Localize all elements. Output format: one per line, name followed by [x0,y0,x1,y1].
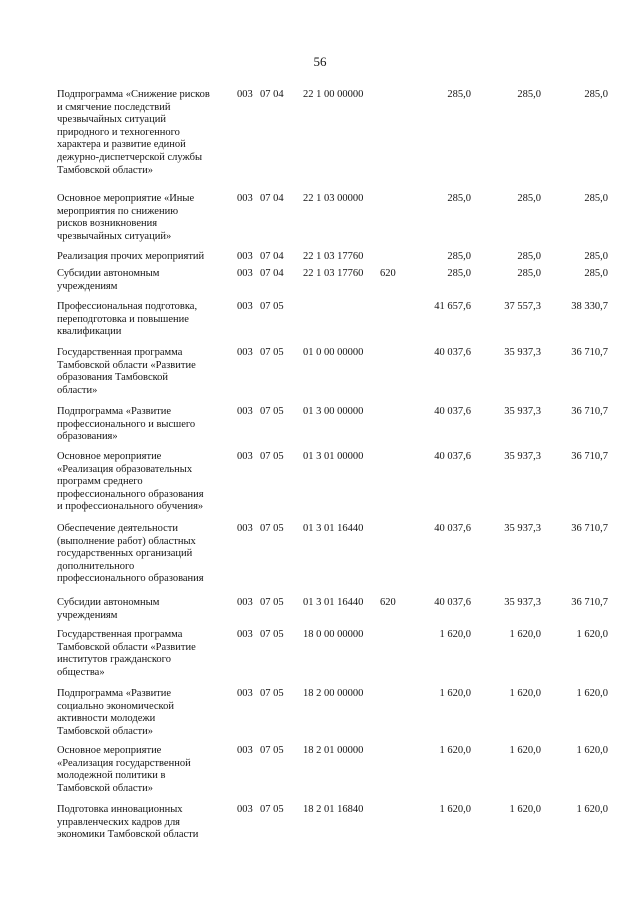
row-amount-year1: 285,0 [447,89,471,100]
row-amount-year3: 1 620,0 [576,629,608,640]
row-admin-code: 003 [237,193,253,204]
row-section-code: 07 05 [260,406,284,417]
row-amount-year2: 285,0 [517,268,541,279]
row-section-code: 07 04 [260,89,284,100]
row-article-code: 18 0 00 00000 [303,629,364,640]
row-amount-year3: 285,0 [584,193,608,204]
row-section-code: 07 05 [260,597,284,608]
row-amount-year1: 41 657,6 [434,301,471,312]
row-name: Подготовка инновационных управленческих кадров для экономики Тамбовской области [57,804,199,841]
row-expense-type: 620 [380,268,396,279]
page-number: 56 [313,54,327,69]
row-amount-year3: 38 330,7 [571,301,608,312]
row-name: Подпрограмма «Развитие профессионального и высшего образования» [57,406,196,443]
row-amount-year3: 1 620,0 [576,745,608,756]
row-admin-code: 003 [237,301,253,312]
row-section-code: 07 05 [260,688,284,699]
row-section-code: 07 05 [260,301,284,312]
row-amount-year1: 285,0 [447,251,471,262]
row-amount-year3: 36 710,7 [571,523,608,534]
row-amount-year1: 40 037,6 [434,597,471,608]
row-article-code: 22 1 00 00000 [303,89,364,100]
row-admin-code: 003 [237,597,253,608]
row-amount-year1: 40 037,6 [434,347,471,358]
row-name: Основное мероприятие «Реализация образовательных программ среднего профессионального образования и профессионального обучения» [57,451,204,513]
row-name: Профессиональная подготовка, переподготовка и повышение квалификации [57,301,198,338]
row-admin-code: 003 [237,688,253,699]
row-amount-year3: 285,0 [584,251,608,262]
row-amount-year2: 35 937,3 [504,597,541,608]
row-amount-year3: 1 620,0 [576,688,608,699]
row-amount-year1: 285,0 [447,268,471,279]
row-amount-year1: 285,0 [447,193,471,204]
row-name: Субсидии автономным учреждениям [57,597,160,621]
row-section-code: 07 05 [260,629,284,640]
row-article-code: 01 3 01 16440 [303,523,364,534]
row-section-code: 07 04 [260,251,284,262]
row-amount-year1: 1 620,0 [439,804,471,815]
row-article-code: 22 1 03 17760 [303,268,364,279]
row-article-code: 18 2 01 16840 [303,804,364,815]
row-amount-year3: 36 710,7 [571,451,608,462]
row-section-code: 07 05 [260,523,284,534]
row-name: Основное мероприятие «Реализация государственной молодежной политики в Тамбовской области» [57,745,191,794]
row-amount-year3: 36 710,7 [571,597,608,608]
row-amount-year2: 35 937,3 [504,406,541,417]
row-amount-year2: 1 620,0 [509,688,541,699]
row-article-code: 18 2 00 00000 [303,688,364,699]
row-name: Реализация прочих мероприятий [57,251,205,262]
row-article-code: 18 2 01 00000 [303,745,364,756]
row-name: Государственная программа Тамбовской области «Развитие образования Тамбовской области» [57,347,196,396]
row-section-code: 07 04 [260,268,284,279]
row-section-code: 07 05 [260,451,284,462]
row-amount-year3: 1 620,0 [576,804,608,815]
row-name: Подпрограмма «Снижение рисков и смягчение последствий чрезвычайных ситуаций природного и техногенного характера и развитие единой дежурно-диспетчерской службы Тамбовской области» [57,89,210,176]
row-amount-year2: 35 937,3 [504,451,541,462]
row-amount-year1: 1 620,0 [439,629,471,640]
row-article-code: 22 1 03 00000 [303,193,364,204]
row-admin-code: 003 [237,406,253,417]
row-amount-year1: 1 620,0 [439,688,471,699]
row-article-code: 01 3 01 16440 [303,597,364,608]
row-admin-code: 003 [237,347,253,358]
row-amount-year3: 36 710,7 [571,406,608,417]
budget-table [0,89,640,869]
row-section-code: 07 04 [260,193,284,204]
row-article-code: 01 3 00 00000 [303,406,364,417]
row-amount-year2: 35 937,3 [504,347,541,358]
row-admin-code: 003 [237,804,253,815]
row-amount-year1: 1 620,0 [439,745,471,756]
row-name: Государственная программа Тамбовской области «Развитие институтов гражданского общества» [57,629,196,678]
row-amount-year2: 1 620,0 [509,629,541,640]
row-amount-year2: 35 937,3 [504,523,541,534]
row-amount-year2: 1 620,0 [509,745,541,756]
row-article-code: 22 1 03 17760 [303,251,364,262]
row-section-code: 07 05 [260,804,284,815]
row-expense-type: 620 [380,597,396,608]
row-amount-year2: 285,0 [517,193,541,204]
row-admin-code: 003 [237,523,253,534]
row-admin-code: 003 [237,89,253,100]
row-article-code: 01 3 01 00000 [303,451,364,462]
row-amount-year1: 40 037,6 [434,451,471,462]
row-section-code: 07 05 [260,347,284,358]
row-section-code: 07 05 [260,745,284,756]
row-amount-year1: 40 037,6 [434,523,471,534]
row-name: Подпрограмма «Развитие социально экономической активности молодежи Тамбовской области» [57,688,174,737]
row-admin-code: 003 [237,251,253,262]
row-article-code: 01 0 00 00000 [303,347,364,358]
row-admin-code: 003 [237,629,253,640]
row-name: Основное мероприятие «Иные мероприятия по снижению рисков возникновения чрезвычайных ситуаций» [57,193,195,242]
row-amount-year2: 285,0 [517,89,541,100]
row-admin-code: 003 [237,268,253,279]
row-amount-year3: 36 710,7 [571,347,608,358]
row-amount-year3: 285,0 [584,89,608,100]
row-name: Обеспечение деятельности (выполнение работ) областных государственных организаций дополнительного профессионального образования [57,523,204,585]
row-amount-year1: 40 037,6 [434,406,471,417]
row-admin-code: 003 [237,451,253,462]
row-admin-code: 003 [237,745,253,756]
row-amount-year2: 37 557,3 [504,301,541,312]
row-amount-year3: 285,0 [584,268,608,279]
row-amount-year2: 1 620,0 [509,804,541,815]
row-name: Субсидии автономным учреждениям [57,268,160,292]
row-amount-year2: 285,0 [517,251,541,262]
